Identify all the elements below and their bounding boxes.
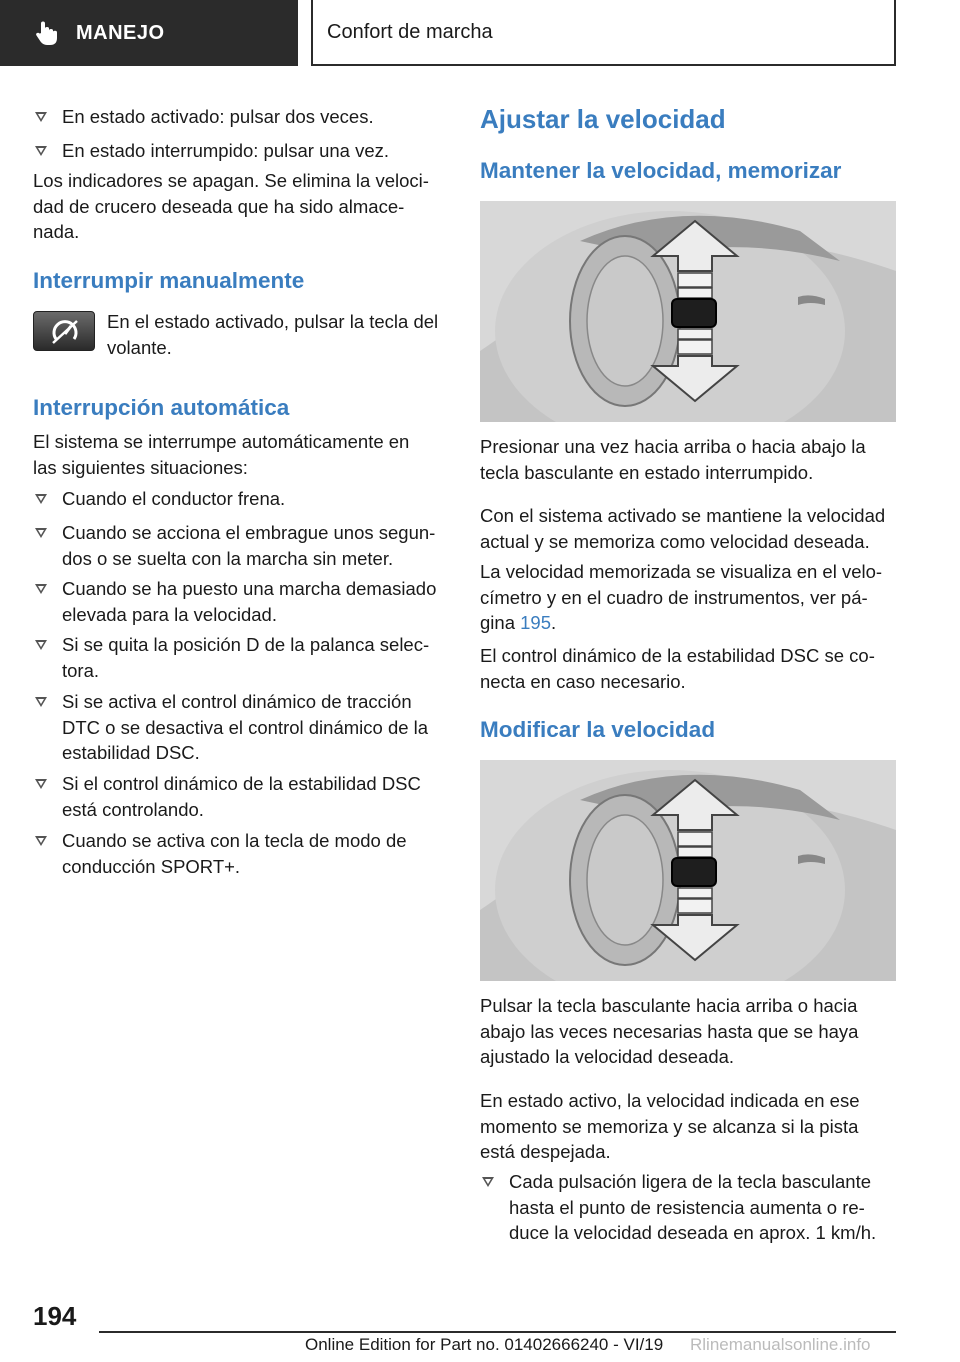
subsection-tab (311, 0, 896, 66)
hand-pointer-icon (32, 18, 62, 48)
paragraph: En el estado activado, pulsar la tecla del volante. (107, 311, 439, 358)
triangle-bullet-icon (35, 146, 47, 156)
subsection-title: Confort de marcha (327, 20, 493, 43)
triangle-bullet-icon (35, 640, 47, 650)
paragraph: Los indicadores se apagan. Se elimina la veloci‐ dad de crucero deseada que ha sido almace‐ nada. (33, 170, 429, 242)
paragraph: Presionar una vez hacia arriba o hacia abajo la tecla basculante en estado interrumpido. (480, 436, 866, 483)
list-item: Cuando se activa con la tecla de modo de conducción SPORT+. (33, 828, 453, 879)
footer-divider (99, 1331, 896, 1333)
paragraph: La velocidad memorizada se visualiza en el velo‐ címetro y en el cuadro de instrumentos, ver pá‐ gina 195. (480, 561, 883, 633)
cruise-control-button-icon (33, 311, 95, 351)
section-title: MANEJO (76, 21, 165, 44)
list-item: En estado activado: pulsar dos veces. (33, 104, 448, 130)
paragraph: El control dinámico de la estabilidad DSC se co‐ necta en caso necesario. (480, 645, 875, 692)
list-item: Si se activa el control dinámico de tracción DTC o se desactiva el control dinámico de la estabilidad DSC. (33, 689, 453, 766)
steering-wheel-rocker-image (480, 760, 896, 981)
watermark: Rlinemanualsonline.info (690, 1335, 871, 1354)
triangle-bullet-icon (482, 1177, 494, 1187)
list-item: Cada pulsación ligera de la tecla basculante hasta el punto de resistencia aumenta o re‐ duce la velocidad deseada en aprox. 1 km/h. (480, 1169, 900, 1246)
heading-automatic: Interrupción automática (33, 395, 290, 420)
list-item: Cuando se ha puesto una marcha demasiado elevada para la velocidad. (33, 576, 453, 627)
steering-wheel-rocker-image (480, 201, 896, 422)
edition-text: Online Edition for Part no. 01402666240 - VI/19 (305, 1335, 664, 1354)
page-number: 194 (33, 1301, 77, 1331)
list-item: En estado interrumpido: pulsar una vez. (33, 138, 448, 164)
triangle-bullet-icon (35, 528, 47, 538)
section-tab (0, 0, 298, 66)
heading-keep-speed: Mantener la velocidad, memorizar (480, 158, 842, 183)
list-item: Si el control dinámico de la estabilidad DSC está controlando. (33, 771, 453, 822)
paragraph: Con el sistema activado se mantiene la velocidad actual y se memoriza como velocidad deseada. (480, 505, 886, 552)
paragraph: Pulsar la tecla basculante hacia arriba o hacia abajo las veces necesarias hasta que se haya ajustado la velocidad deseada. (480, 995, 859, 1067)
triangle-bullet-icon (35, 836, 47, 846)
heading-modify-speed: Modificar la velocidad (480, 717, 716, 742)
list-item: Cuando el conductor frena. (33, 486, 453, 512)
triangle-bullet-icon (35, 779, 47, 789)
list-item: Si se quita la posición D de la palanca selec‐ tora. (33, 632, 453, 683)
list-item: Cuando se acciona el embrague unos segun‐ dos o se suelta con la marcha sin meter. (33, 520, 453, 571)
heading-adjust-speed: Ajustar la velocidad (480, 104, 726, 134)
paragraph: En estado activo, la velocidad indicada en ese momento se memoriza y se alcanza si la pista está despejada. (480, 1090, 860, 1162)
triangle-bullet-icon (35, 584, 47, 594)
heading-manual: Interrumpir manualmente (33, 268, 305, 293)
page-link[interactable]: 195 (520, 612, 551, 633)
triangle-bullet-icon (35, 112, 47, 122)
triangle-bullet-icon (35, 494, 47, 504)
triangle-bullet-icon (35, 697, 47, 707)
paragraph: El sistema se interrumpe automáticamente en las siguientes situaciones: (33, 431, 410, 478)
